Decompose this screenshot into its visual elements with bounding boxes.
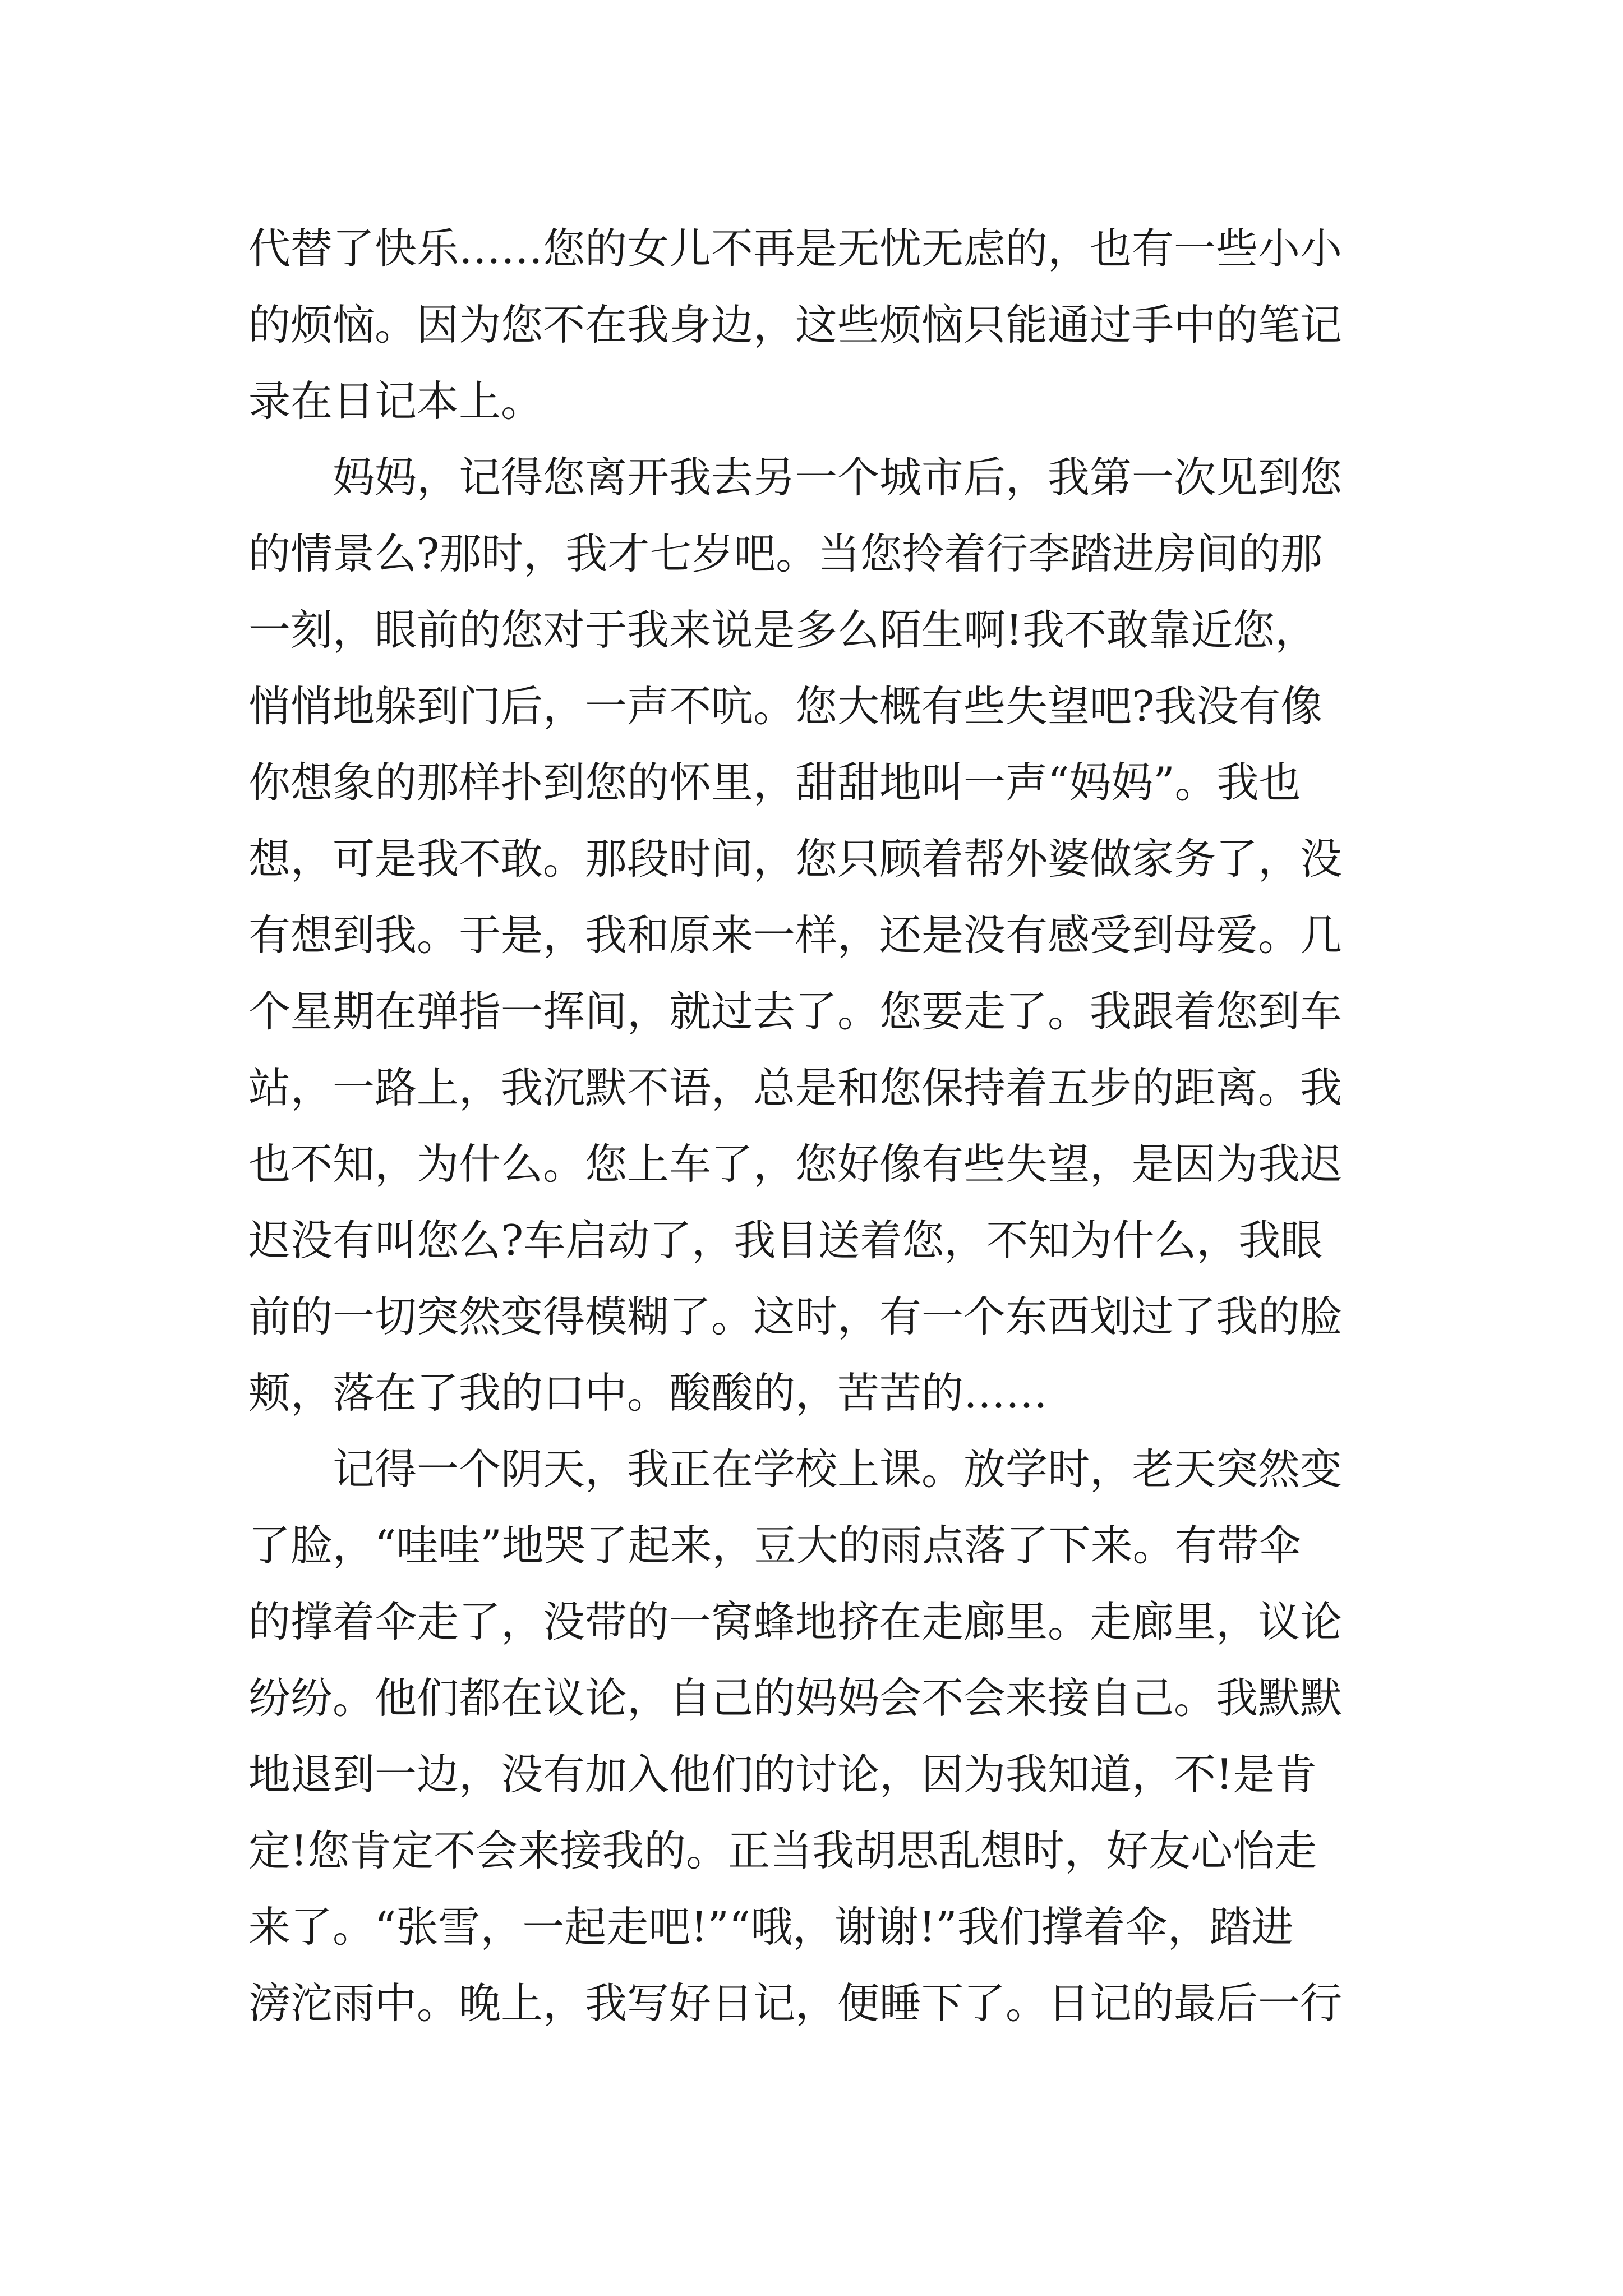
text-line: 滂沱雨中。晚上，我写好日记，便睡下了。日记的最后一行 <box>248 1978 1343 2028</box>
text-line: 颊，落在了我的口中。酸酸的，苦苦的…… <box>248 1368 1048 1418</box>
text-line: 前的一切突然变得模糊了。这时，有一个东西划过了我的脸 <box>248 1292 1343 1341</box>
text-line: 妈妈，记得您离开我去另一个城市后，我第一次见到您 <box>248 453 1343 502</box>
text-line: 了脸，“哇哇”地哭了起来，豆大的雨点落了下来。有带伞 <box>248 1521 1301 1570</box>
text-line: 的情景么?那时，我才七岁吧。当您拎着行李踏进房间的那 <box>248 529 1323 578</box>
text-line: 个星期在弹指一挥间，就过去了。您要走了。我跟着您到车 <box>248 987 1343 1036</box>
text-line: 一刻，眼前的您对于我来说是多么陌生啊!我不敢靠近您， <box>248 605 1317 655</box>
text-line: 纷纷。他们都在议论，自己的妈妈会不会来接自己。我默默 <box>248 1673 1343 1723</box>
text-line: 地退到一边，没有加入他们的讨论，因为我知道，不!是肯 <box>248 1750 1317 1799</box>
body-text <box>248 210 1381 2041</box>
text-line: 记得一个阴天，我正在学校上课。放学时，老天突然变 <box>248 1444 1343 1494</box>
text-line: 悄悄地躲到门后，一声不吭。您大概有些失望吧?我没有像 <box>248 682 1323 731</box>
text-line: 的烦恼。因为您不在我身边，这些烦恼只能通过手中的笔记 <box>248 300 1343 349</box>
text-line: 站，一路上，我沉默不语，总是和您保持着五步的距离。我 <box>248 1063 1343 1112</box>
text-line: 代替了快乐……您的女儿不再是无忧无虑的，也有一些小小 <box>248 224 1343 273</box>
text-line: 有想到我。于是，我和原来一样，还是没有感受到母爱。几 <box>248 910 1343 960</box>
text-line: 也不知，为什么。您上车了，您好像有些失望，是因为我迟 <box>248 1139 1343 1189</box>
text-line: 来了。“张雪，一起走吧!”“哦，谢谢!”我们撑着伞，踏进 <box>248 1902 1294 1952</box>
text-line: 定!您肯定不会来接我的。正当我胡思乱想时，好友心怡走 <box>248 1826 1317 1875</box>
text-line: 迟没有叫您么?车启动了，我目送着您，不知为什么，我眼 <box>248 1216 1323 1265</box>
text-line: 的撑着伞走了，没带的一窝蜂地挤在走廊里。走廊里，议论 <box>248 1597 1343 1646</box>
text-line: 想，可是我不敢。那段时间，您只顾着帮外婆做家务了，没 <box>248 834 1343 884</box>
text-line: 你想象的那样扑到您的怀里，甜甜地叫一声“妈妈”。我也 <box>248 758 1301 807</box>
text-line: 录在日记本上。 <box>248 376 543 426</box>
